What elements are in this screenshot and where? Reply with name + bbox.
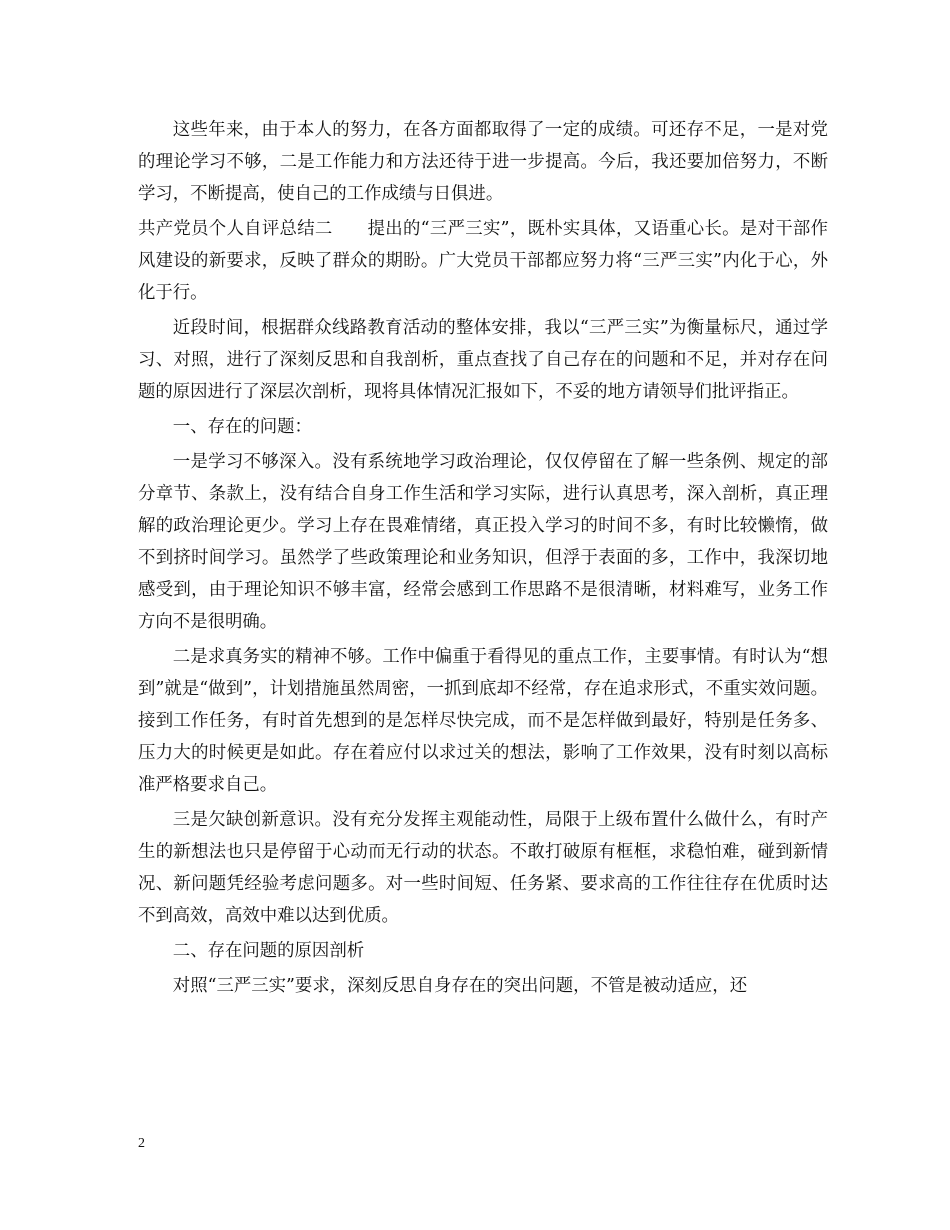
page-number: 2 bbox=[138, 1136, 145, 1151]
document-body bbox=[138, 114, 828, 1005]
paragraph-cause-analysis: 对照“三严三实”要求，深刻反思自身存在的突出问题，不管是被动适应，还 bbox=[172, 976, 748, 996]
title-spacer bbox=[333, 219, 368, 239]
paragraph-problem-three: 三是欠缺创新意识。没有充分发挥主观能动性，局限于上级布置什么做什么，有时产生的新想法也只是停留于心动而无行动的状态。不敢打破原有框框，求稳怕难，碰到新情况、新问题凭经验考虑问题多。对一些时间短、任务紧、要求高的工作往往存在优质时达不到高效，高效中难以达到优质。 bbox=[138, 810, 828, 926]
paragraph-conclusion: 这些年来，由于本人的努力，在各方面都取得了一定的成绩。可还存不足，一是对党的理论学习不够，二是工作能力和方法还待于进一步提高。今后，我还要加倍努力，不断学习，不断提高，使自己的工作成绩与日俱进。 bbox=[138, 120, 828, 204]
section-title: 共产党员个人自评总结二 bbox=[138, 219, 333, 239]
paragraph-problem-one: 一是学习不够深入。没有系统地学习政治理论，仅仅停留在了解一些条例、规定的部分章节、条款上，没有结合自身工作生活和学习实际，进行认真思考，深入剖析，真正理解的政治理论更少。学习上存在畏难情绪，真正投入学习的时间不多，有时比较懒惰，做不到挤时间学习。虽然学了些政策理论和业务知识，但浮于表面的多，工作中，我深切地感受到，由于理论知识不够丰富，经常会感到工作思路不是很清晰，材料难写，业务工作方向不是很明确。 bbox=[138, 452, 828, 632]
paragraph-section-two-intro bbox=[138, 213, 828, 309]
paragraph-recent-period: 近段时间，根据群众线路教育活动的整体安排，我以“三严三实”为衡量标尺，通过学习、对照，进行了深刻反思和自我剖析，重点查找了自己存在的问题和不足，并对存在问题的原因进行了深层次剖析，现将具体情况汇报如下，不妥的地方请领导们批评指正。 bbox=[138, 318, 828, 402]
paragraph-section-two-text: 提出的“三严三实”，既朴实具体，又语重心长。是对干部作风建设的新要求，反映了群众的期盼。广大党员干部都应努力将“三严三实”内化于心，外化于行。 bbox=[138, 219, 828, 303]
paragraph-problem-two: 二是求真务实的精神不够。工作中偏重于看得见的重点工作，主要事情。有时认为“想到”就是“做到”，计划措施虽然周密，一抓到底却不经常，存在追求形式，不重实效问题。接到工作任务，有时首先想到的是怎样尽快完成，而不是怎样做到最好，特别是任务多、压力大的时候更是如此。存在着应付以求过关的想法，影响了工作效果，没有时刻以高标准严格要求自己。 bbox=[138, 647, 828, 795]
heading-existing-problems: 一、存在的问题： bbox=[172, 417, 312, 437]
heading-cause-analysis: 二、存在问题的原因剖析 bbox=[172, 941, 365, 961]
